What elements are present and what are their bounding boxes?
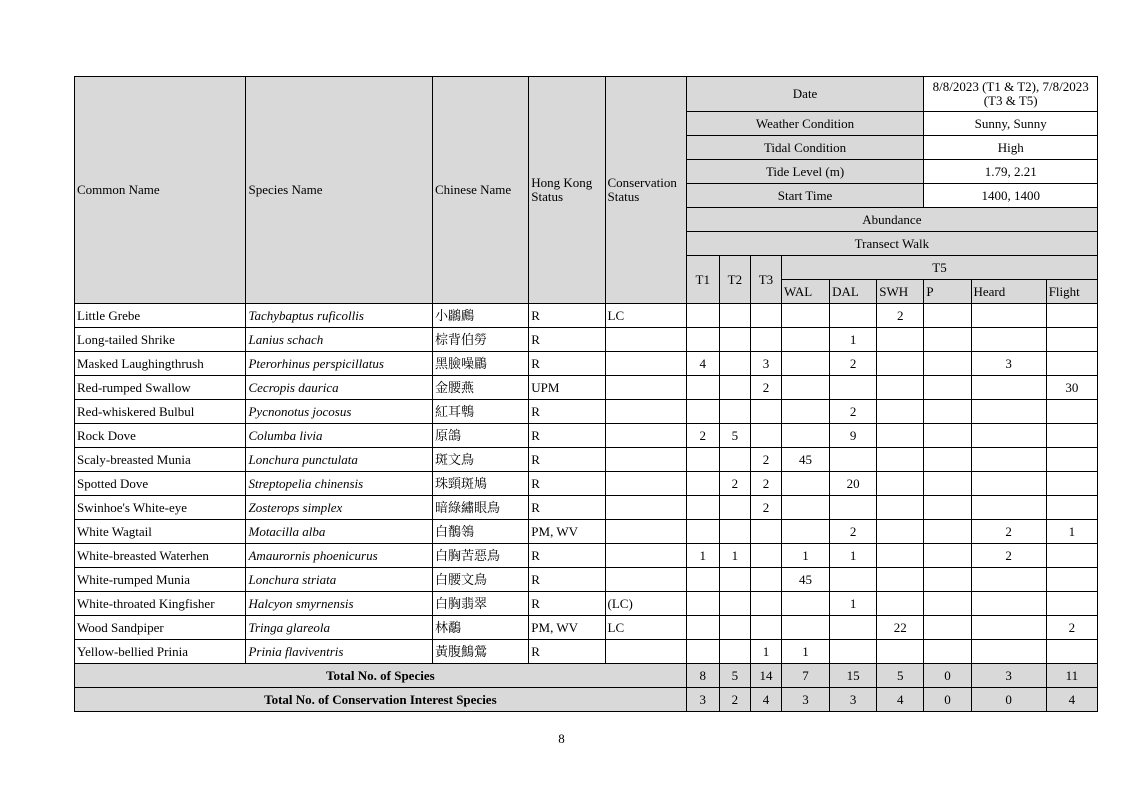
count-cell: [877, 376, 924, 400]
species-name-cell: Pterorhinus perspicillatus: [246, 352, 433, 376]
hk-status-cell: R: [529, 568, 605, 592]
count-cell: 2: [971, 520, 1046, 544]
date-label: Date: [686, 77, 924, 112]
weather-label: Weather Condition: [686, 112, 924, 136]
common-name-cell: Spotted Dove: [75, 472, 246, 496]
species-name-cell: Pycnonotus jocosus: [246, 400, 433, 424]
count-cell: [924, 304, 971, 328]
species-name-cell: Columba livia: [246, 424, 433, 448]
count-cell: [924, 376, 971, 400]
common-name-cell: Scaly-breasted Munia: [75, 448, 246, 472]
count-cell: [924, 448, 971, 472]
count-cell: 1: [719, 544, 750, 568]
count-cell: [719, 496, 750, 520]
count-cell: [971, 616, 1046, 640]
count-cell: [830, 496, 877, 520]
count-cell: 2: [971, 544, 1046, 568]
species-name-cell: Lonchura punctulata: [246, 448, 433, 472]
count-cell: [719, 376, 750, 400]
count-cell: [830, 376, 877, 400]
count-cell: [750, 424, 781, 448]
count-cell: [750, 520, 781, 544]
count-cell: 1: [781, 640, 829, 664]
count-cell: [830, 616, 877, 640]
weather-value: Sunny, Sunny: [924, 112, 1098, 136]
table-row: [75, 592, 1098, 616]
count-cell: [1046, 472, 1097, 496]
header-t3: T3: [750, 256, 781, 304]
header-swh: SWH: [877, 280, 924, 304]
common-name-cell: White-breasted Waterhen: [75, 544, 246, 568]
common-name-cell: Wood Sandpiper: [75, 616, 246, 640]
total-cell: 3: [830, 688, 877, 712]
hk-status-cell: R: [529, 496, 605, 520]
count-cell: [750, 304, 781, 328]
table-row: [75, 400, 1098, 424]
count-cell: [971, 424, 1046, 448]
tide-level-value: 1.79, 2.21: [924, 160, 1098, 184]
count-cell: 3: [750, 352, 781, 376]
count-cell: 3: [971, 352, 1046, 376]
abundance-header: Abundance: [686, 208, 1097, 232]
count-cell: [877, 472, 924, 496]
conservation-status-cell: [605, 496, 686, 520]
table-row: [75, 424, 1098, 448]
count-cell: [877, 520, 924, 544]
total-cell: 5: [877, 664, 924, 688]
total-species-row-label: Total No. of Species: [75, 664, 687, 688]
total-cell: 14: [750, 664, 781, 688]
chinese-name-cell: 黃腹鷦鶯: [433, 640, 529, 664]
count-cell: [781, 400, 829, 424]
table-row: [75, 568, 1098, 592]
count-cell: 2: [750, 472, 781, 496]
count-cell: [686, 400, 719, 424]
count-cell: 2: [830, 400, 877, 424]
chinese-name-cell: 小鸊鷉: [433, 304, 529, 328]
count-cell: [1046, 424, 1097, 448]
count-cell: [750, 544, 781, 568]
hk-status-cell: R: [529, 544, 605, 568]
count-cell: [781, 616, 829, 640]
transect-walk-header: Transect Walk: [686, 232, 1097, 256]
conservation-status-cell: [605, 448, 686, 472]
total-conservation-row: [75, 688, 1098, 712]
count-cell: 2: [830, 520, 877, 544]
table-row: [75, 640, 1098, 664]
species-name-cell: Halcyon smyrnensis: [246, 592, 433, 616]
count-cell: [686, 376, 719, 400]
total-cell: 3: [971, 664, 1046, 688]
conservation-status-cell: [605, 376, 686, 400]
tidal-label: Tidal Condition: [686, 136, 924, 160]
conservation-status-cell: LC: [605, 616, 686, 640]
count-cell: [686, 592, 719, 616]
count-cell: 2: [877, 304, 924, 328]
count-cell: [750, 568, 781, 592]
conservation-status-cell: [605, 472, 686, 496]
chinese-name-cell: 紅耳鵯: [433, 400, 529, 424]
count-cell: [971, 496, 1046, 520]
count-cell: [719, 640, 750, 664]
count-cell: [924, 496, 971, 520]
count-cell: [781, 592, 829, 616]
count-cell: 2: [830, 352, 877, 376]
count-cell: [830, 448, 877, 472]
count-cell: 1: [830, 328, 877, 352]
count-cell: [719, 616, 750, 640]
table-row: [75, 496, 1098, 520]
count-cell: [1046, 448, 1097, 472]
table-row: [75, 520, 1098, 544]
count-cell: [719, 400, 750, 424]
count-cell: 5: [719, 424, 750, 448]
chinese-name-cell: 白胸苦惡鳥: [433, 544, 529, 568]
count-cell: 2: [750, 376, 781, 400]
hk-status-cell: R: [529, 304, 605, 328]
total-cell: 0: [924, 688, 971, 712]
count-cell: [750, 616, 781, 640]
species-survey-table: [74, 76, 1098, 712]
count-cell: 22: [877, 616, 924, 640]
count-cell: 45: [781, 568, 829, 592]
count-cell: [1046, 352, 1097, 376]
total-cell: 3: [686, 688, 719, 712]
table-row: [75, 352, 1098, 376]
header-conservation-status: Conservation Status: [605, 77, 686, 304]
count-cell: [686, 520, 719, 544]
count-cell: [830, 640, 877, 664]
count-cell: [924, 568, 971, 592]
header-t5: T5: [781, 256, 1097, 280]
hk-status-cell: R: [529, 400, 605, 424]
count-cell: [781, 304, 829, 328]
hk-status-cell: PM, WV: [529, 616, 605, 640]
header-species-name: Species Name: [246, 77, 433, 304]
chinese-name-cell: 暗綠繡眼鳥: [433, 496, 529, 520]
total-conservation-row-label: Total No. of Conservation Interest Species: [75, 688, 687, 712]
total-cell: 8: [686, 664, 719, 688]
count-cell: [686, 616, 719, 640]
count-cell: 30: [1046, 376, 1097, 400]
count-cell: 20: [830, 472, 877, 496]
total-cell: 0: [971, 688, 1046, 712]
species-name-cell: Zosterops simplex: [246, 496, 433, 520]
count-cell: 2: [1046, 616, 1097, 640]
table-row: [75, 544, 1098, 568]
count-cell: [924, 328, 971, 352]
common-name-cell: Rock Dove: [75, 424, 246, 448]
count-cell: [924, 640, 971, 664]
count-cell: [971, 448, 1046, 472]
table-row: [75, 448, 1098, 472]
table-row: [75, 328, 1098, 352]
conservation-status-cell: [605, 328, 686, 352]
count-cell: [877, 352, 924, 376]
count-cell: [924, 352, 971, 376]
total-cell: 4: [1046, 688, 1097, 712]
page-number: 8: [558, 731, 565, 746]
count-cell: [719, 568, 750, 592]
total-cell: 4: [750, 688, 781, 712]
total-cell: 2: [719, 688, 750, 712]
count-cell: [971, 472, 1046, 496]
table-row: [75, 616, 1098, 640]
count-cell: [719, 352, 750, 376]
chinese-name-cell: 斑文鳥: [433, 448, 529, 472]
common-name-cell: Yellow-bellied Prinia: [75, 640, 246, 664]
count-cell: [686, 304, 719, 328]
header-common-name: Common Name: [75, 77, 246, 304]
conservation-status-cell: [605, 424, 686, 448]
count-cell: [971, 328, 1046, 352]
header-wal: WAL: [781, 280, 829, 304]
count-cell: [971, 400, 1046, 424]
common-name-cell: Swinhoe's White-eye: [75, 496, 246, 520]
count-cell: [877, 592, 924, 616]
count-cell: [877, 448, 924, 472]
count-cell: [686, 328, 719, 352]
total-cell: 3: [781, 688, 829, 712]
count-cell: [924, 592, 971, 616]
tide-level-label: Tide Level (m): [686, 160, 924, 184]
count-cell: [781, 376, 829, 400]
count-cell: [781, 328, 829, 352]
count-cell: [877, 568, 924, 592]
chinese-name-cell: 金腰燕: [433, 376, 529, 400]
common-name-cell: White Wagtail: [75, 520, 246, 544]
species-name-cell: Streptopelia chinensis: [246, 472, 433, 496]
count-cell: [971, 640, 1046, 664]
hk-status-cell: UPM: [529, 376, 605, 400]
table-row: [75, 304, 1098, 328]
count-cell: [1046, 592, 1097, 616]
count-cell: 45: [781, 448, 829, 472]
tidal-value: High: [924, 136, 1098, 160]
count-cell: [877, 640, 924, 664]
count-cell: 1: [830, 592, 877, 616]
common-name-cell: Red-rumped Swallow: [75, 376, 246, 400]
count-cell: 2: [686, 424, 719, 448]
header-dal: DAL: [830, 280, 877, 304]
chinese-name-cell: 珠頸斑鳩: [433, 472, 529, 496]
count-cell: [686, 472, 719, 496]
start-time-label: Start Time: [686, 184, 924, 208]
total-cell: 15: [830, 664, 877, 688]
count-cell: 4: [686, 352, 719, 376]
count-cell: [924, 616, 971, 640]
total-cell: 5: [719, 664, 750, 688]
chinese-name-cell: 白腰文鳥: [433, 568, 529, 592]
count-cell: 1: [781, 544, 829, 568]
common-name-cell: Little Grebe: [75, 304, 246, 328]
hk-status-cell: PM, WV: [529, 520, 605, 544]
count-cell: [971, 304, 1046, 328]
hk-status-cell: R: [529, 448, 605, 472]
header-heard: Heard: [971, 280, 1046, 304]
count-cell: [830, 568, 877, 592]
species-name-cell: Tringa glareola: [246, 616, 433, 640]
header-p: P: [924, 280, 971, 304]
count-cell: [1046, 304, 1097, 328]
count-cell: [1046, 328, 1097, 352]
conservation-status-cell: [605, 544, 686, 568]
conservation-status-cell: (LC): [605, 592, 686, 616]
count-cell: [686, 496, 719, 520]
date-value: 8/8/2023 (T1 & T2), 7/8/2023 (T3 & T5): [924, 77, 1098, 112]
hk-status-cell: R: [529, 352, 605, 376]
species-name-cell: Prinia flaviventris: [246, 640, 433, 664]
header-t2: T2: [719, 256, 750, 304]
count-cell: [924, 544, 971, 568]
species-name-cell: Lanius schach: [246, 328, 433, 352]
conservation-status-cell: [605, 640, 686, 664]
species-name-cell: Tachybaptus ruficollis: [246, 304, 433, 328]
count-cell: [1046, 640, 1097, 664]
count-cell: [830, 304, 877, 328]
total-cell: 11: [1046, 664, 1097, 688]
count-cell: [781, 496, 829, 520]
count-cell: [877, 424, 924, 448]
count-cell: [877, 328, 924, 352]
hk-status-cell: R: [529, 424, 605, 448]
table-row: [75, 472, 1098, 496]
count-cell: [719, 592, 750, 616]
count-cell: [924, 520, 971, 544]
header-t1: T1: [686, 256, 719, 304]
hk-status-cell: R: [529, 592, 605, 616]
count-cell: [971, 592, 1046, 616]
count-cell: [1046, 544, 1097, 568]
header-chinese-name: Chinese Name: [433, 77, 529, 304]
count-cell: [877, 400, 924, 424]
count-cell: [1046, 568, 1097, 592]
start-time-value: 1400, 1400: [924, 184, 1098, 208]
count-cell: 2: [750, 448, 781, 472]
count-cell: [686, 448, 719, 472]
chinese-name-cell: 白鶺鴒: [433, 520, 529, 544]
conservation-status-cell: [605, 520, 686, 544]
chinese-name-cell: 黑臉噪鶥: [433, 352, 529, 376]
count-cell: [877, 496, 924, 520]
count-cell: [781, 424, 829, 448]
header-flight: Flight: [1046, 280, 1097, 304]
species-name-cell: Cecropis daurica: [246, 376, 433, 400]
count-cell: 2: [719, 472, 750, 496]
common-name-cell: Red-whiskered Bulbul: [75, 400, 246, 424]
count-cell: [719, 304, 750, 328]
chinese-name-cell: 林鷸: [433, 616, 529, 640]
count-cell: [686, 640, 719, 664]
table-row: [75, 376, 1098, 400]
count-cell: [971, 568, 1046, 592]
header-hk-status: Hong Kong Status: [529, 77, 605, 304]
species-name-cell: Lonchura striata: [246, 568, 433, 592]
count-cell: [924, 400, 971, 424]
common-name-cell: White-throated Kingfisher: [75, 592, 246, 616]
chinese-name-cell: 棕背伯勞: [433, 328, 529, 352]
count-cell: [719, 328, 750, 352]
hk-status-cell: R: [529, 472, 605, 496]
hk-status-cell: R: [529, 640, 605, 664]
count-cell: [877, 544, 924, 568]
count-cell: 2: [750, 496, 781, 520]
count-cell: [971, 376, 1046, 400]
count-cell: [750, 592, 781, 616]
conservation-status-cell: [605, 352, 686, 376]
count-cell: 1: [686, 544, 719, 568]
conservation-status-cell: [605, 400, 686, 424]
count-cell: 1: [1046, 520, 1097, 544]
count-cell: [1046, 400, 1097, 424]
species-name-cell: Motacilla alba: [246, 520, 433, 544]
total-cell: 7: [781, 664, 829, 688]
count-cell: 1: [830, 544, 877, 568]
count-cell: [781, 472, 829, 496]
count-cell: [924, 424, 971, 448]
count-cell: [924, 472, 971, 496]
common-name-cell: Long-tailed Shrike: [75, 328, 246, 352]
hk-status-cell: R: [529, 328, 605, 352]
count-cell: [719, 448, 750, 472]
species-name-cell: Amaurornis phoenicurus: [246, 544, 433, 568]
count-cell: 9: [830, 424, 877, 448]
count-cell: 1: [750, 640, 781, 664]
total-cell: 4: [877, 688, 924, 712]
count-cell: [781, 352, 829, 376]
total-species-row: [75, 664, 1098, 688]
conservation-status-cell: [605, 568, 686, 592]
conservation-status-cell: LC: [605, 304, 686, 328]
common-name-cell: White-rumped Munia: [75, 568, 246, 592]
count-cell: [1046, 496, 1097, 520]
common-name-cell: Masked Laughingthrush: [75, 352, 246, 376]
count-cell: [719, 520, 750, 544]
count-cell: [781, 520, 829, 544]
chinese-name-cell: 原鴿: [433, 424, 529, 448]
count-cell: [750, 400, 781, 424]
chinese-name-cell: 白胸翡翠: [433, 592, 529, 616]
count-cell: [686, 568, 719, 592]
total-cell: 0: [924, 664, 971, 688]
count-cell: [750, 328, 781, 352]
